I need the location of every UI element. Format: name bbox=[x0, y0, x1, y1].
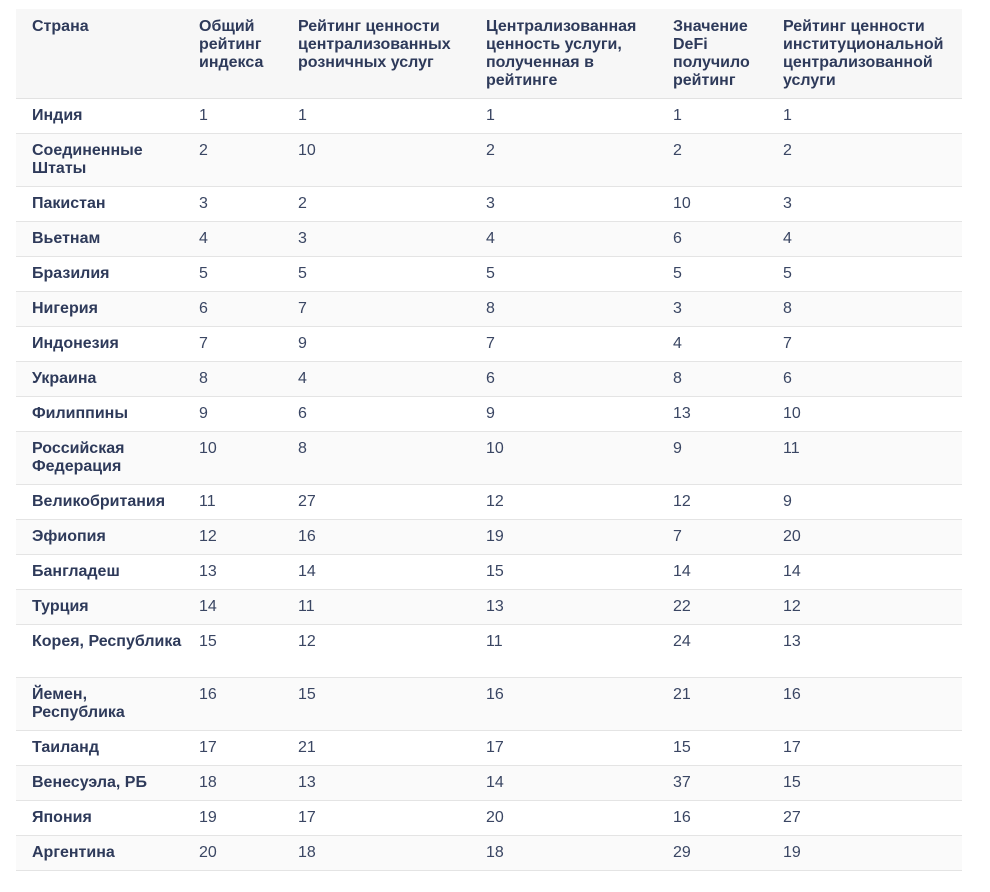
column-header-defi-rank: Значение DeFi получило рейтинг bbox=[657, 9, 767, 98]
cell-institutional-cex-rank: 3 bbox=[767, 186, 962, 221]
cell-defi-rank: 24 bbox=[657, 624, 767, 677]
cell-defi-rank: 22 bbox=[657, 589, 767, 624]
cell-defi-rank: 37 bbox=[657, 765, 767, 800]
cell-retail-cex-rank: 5 bbox=[282, 256, 470, 291]
cell-retail-cex-rank: 3 bbox=[282, 221, 470, 256]
table-row bbox=[16, 361, 962, 396]
cell-overall-rank: 9 bbox=[183, 396, 282, 431]
cell-cex-value-rank: 6 bbox=[470, 361, 657, 396]
cell-retail-cex-rank: 17 bbox=[282, 800, 470, 835]
cell-defi-rank: 5 bbox=[657, 256, 767, 291]
cell-institutional-cex-rank: 14 bbox=[767, 554, 962, 589]
cell-cex-value-rank: 4 bbox=[470, 221, 657, 256]
cell-retail-cex-rank: 16 bbox=[282, 519, 470, 554]
cell-institutional-cex-rank: 20 bbox=[767, 519, 962, 554]
cell-defi-rank: 10 bbox=[657, 186, 767, 221]
cell-country: Йемен, Республика bbox=[16, 677, 183, 730]
cell-retail-cex-rank: 8 bbox=[282, 431, 470, 484]
cell-retail-cex-rank: 18 bbox=[282, 835, 470, 870]
cell-retail-cex-rank: 7 bbox=[282, 291, 470, 326]
cell-overall-rank: 7 bbox=[183, 326, 282, 361]
cell-cex-value-rank: 14 bbox=[470, 765, 657, 800]
cell-institutional-cex-rank: 2 bbox=[767, 133, 962, 186]
cell-defi-rank: 13 bbox=[657, 396, 767, 431]
cell-country: Пакистан bbox=[16, 186, 183, 221]
cell-institutional-cex-rank: 10 bbox=[767, 396, 962, 431]
cell-overall-rank: 6 bbox=[183, 291, 282, 326]
cell-defi-rank: 21 bbox=[657, 677, 767, 730]
cell-cex-value-rank: 3 bbox=[470, 186, 657, 221]
table-row bbox=[16, 730, 962, 765]
table-row bbox=[16, 624, 962, 677]
cell-defi-rank: 16 bbox=[657, 800, 767, 835]
cell-institutional-cex-rank: 4 bbox=[767, 221, 962, 256]
cell-overall-rank: 18 bbox=[183, 765, 282, 800]
table-row bbox=[16, 98, 962, 133]
cell-retail-cex-rank: 2 bbox=[282, 186, 470, 221]
cell-country: Российская Федерация bbox=[16, 431, 183, 484]
cell-overall-rank: 16 bbox=[183, 677, 282, 730]
cell-cex-value-rank: 5 bbox=[470, 256, 657, 291]
cell-country: Аргентина bbox=[16, 835, 183, 870]
cell-overall-rank: 17 bbox=[183, 730, 282, 765]
cell-defi-rank: 8 bbox=[657, 361, 767, 396]
cell-retail-cex-rank: 14 bbox=[282, 554, 470, 589]
cell-overall-rank: 3 bbox=[183, 186, 282, 221]
cell-institutional-cex-rank: 7 bbox=[767, 326, 962, 361]
cell-cex-value-rank: 17 bbox=[470, 730, 657, 765]
header-row bbox=[16, 9, 962, 98]
cell-cex-value-rank: 11 bbox=[470, 624, 657, 677]
cell-institutional-cex-rank: 15 bbox=[767, 765, 962, 800]
cell-overall-rank: 11 bbox=[183, 484, 282, 519]
cell-overall-rank: 1 bbox=[183, 98, 282, 133]
cell-defi-rank: 2 bbox=[657, 133, 767, 186]
cell-cex-value-rank: 12 bbox=[470, 484, 657, 519]
cell-country: Эфиопия bbox=[16, 519, 183, 554]
cell-overall-rank: 20 bbox=[183, 835, 282, 870]
cell-overall-rank: 5 bbox=[183, 256, 282, 291]
cell-institutional-cex-rank: 6 bbox=[767, 361, 962, 396]
table-row bbox=[16, 431, 962, 484]
table-header bbox=[16, 9, 962, 98]
cell-defi-rank: 12 bbox=[657, 484, 767, 519]
column-header-overall-rank: Общий рейтинг индекса bbox=[183, 9, 282, 98]
cell-cex-value-rank: 13 bbox=[470, 589, 657, 624]
cell-overall-rank: 4 bbox=[183, 221, 282, 256]
cell-institutional-cex-rank: 17 bbox=[767, 730, 962, 765]
cell-institutional-cex-rank: 9 bbox=[767, 484, 962, 519]
cell-institutional-cex-rank: 8 bbox=[767, 291, 962, 326]
table-row bbox=[16, 396, 962, 431]
cell-country: Индия bbox=[16, 98, 183, 133]
cell-country: Бангладеш bbox=[16, 554, 183, 589]
cell-overall-rank: 15 bbox=[183, 624, 282, 677]
cell-cex-value-rank: 20 bbox=[470, 800, 657, 835]
cell-defi-rank: 3 bbox=[657, 291, 767, 326]
cell-overall-rank: 8 bbox=[183, 361, 282, 396]
cell-cex-value-rank: 1 bbox=[470, 98, 657, 133]
cell-cex-value-rank: 10 bbox=[470, 431, 657, 484]
cell-overall-rank: 10 bbox=[183, 431, 282, 484]
cell-institutional-cex-rank: 5 bbox=[767, 256, 962, 291]
column-header-institutional-cex-rank: Рейтинг ценности институциональной централизованной услуги bbox=[767, 9, 962, 98]
column-header-country: Страна bbox=[16, 9, 183, 98]
cell-country: Корея, Республика bbox=[16, 624, 183, 677]
cell-institutional-cex-rank: 12 bbox=[767, 589, 962, 624]
cell-cex-value-rank: 2 bbox=[470, 133, 657, 186]
cell-institutional-cex-rank: 11 bbox=[767, 431, 962, 484]
cell-defi-rank: 1 bbox=[657, 98, 767, 133]
column-header-cex-value-rank: Централизованная ценность услуги, полученная в рейтинге bbox=[470, 9, 657, 98]
ranking-table-container bbox=[16, 9, 962, 871]
cell-country: Таиланд bbox=[16, 730, 183, 765]
cell-country: Украина bbox=[16, 361, 183, 396]
cell-cex-value-rank: 9 bbox=[470, 396, 657, 431]
table-row bbox=[16, 484, 962, 519]
table-row bbox=[16, 133, 962, 186]
cell-cex-value-rank: 15 bbox=[470, 554, 657, 589]
table-row bbox=[16, 186, 962, 221]
cell-retail-cex-rank: 10 bbox=[282, 133, 470, 186]
cell-country: Соединенные Штаты bbox=[16, 133, 183, 186]
cell-defi-rank: 6 bbox=[657, 221, 767, 256]
cell-retail-cex-rank: 1 bbox=[282, 98, 470, 133]
table-row bbox=[16, 554, 962, 589]
table-row bbox=[16, 519, 962, 554]
table-row bbox=[16, 221, 962, 256]
table-row bbox=[16, 291, 962, 326]
cell-defi-rank: 29 bbox=[657, 835, 767, 870]
cell-country: Вьетнам bbox=[16, 221, 183, 256]
cell-defi-rank: 15 bbox=[657, 730, 767, 765]
cell-retail-cex-rank: 12 bbox=[282, 624, 470, 677]
column-header-retail-cex-rank: Рейтинг ценности централизованных розничных услуг bbox=[282, 9, 470, 98]
table-body bbox=[16, 98, 962, 870]
table-row bbox=[16, 326, 962, 361]
table-row bbox=[16, 835, 962, 870]
cell-defi-rank: 9 bbox=[657, 431, 767, 484]
cell-retail-cex-rank: 27 bbox=[282, 484, 470, 519]
cell-defi-rank: 7 bbox=[657, 519, 767, 554]
cell-retail-cex-rank: 4 bbox=[282, 361, 470, 396]
cell-country: Бразилия bbox=[16, 256, 183, 291]
cell-country: Япония bbox=[16, 800, 183, 835]
cell-country: Нигерия bbox=[16, 291, 183, 326]
cell-defi-rank: 14 bbox=[657, 554, 767, 589]
country-ranking-table bbox=[16, 9, 962, 871]
cell-institutional-cex-rank: 13 bbox=[767, 624, 962, 677]
table-row bbox=[16, 800, 962, 835]
cell-country: Филиппины bbox=[16, 396, 183, 431]
cell-retail-cex-rank: 11 bbox=[282, 589, 470, 624]
cell-institutional-cex-rank: 1 bbox=[767, 98, 962, 133]
table-row bbox=[16, 589, 962, 624]
cell-country: Венесуэла, РБ bbox=[16, 765, 183, 800]
cell-country: Индонезия bbox=[16, 326, 183, 361]
cell-cex-value-rank: 8 bbox=[470, 291, 657, 326]
cell-defi-rank: 4 bbox=[657, 326, 767, 361]
cell-retail-cex-rank: 6 bbox=[282, 396, 470, 431]
cell-overall-rank: 14 bbox=[183, 589, 282, 624]
cell-retail-cex-rank: 13 bbox=[282, 765, 470, 800]
cell-overall-rank: 12 bbox=[183, 519, 282, 554]
cell-country: Турция bbox=[16, 589, 183, 624]
table-row bbox=[16, 765, 962, 800]
cell-institutional-cex-rank: 19 bbox=[767, 835, 962, 870]
table-row bbox=[16, 677, 962, 730]
table-row bbox=[16, 256, 962, 291]
cell-cex-value-rank: 7 bbox=[470, 326, 657, 361]
cell-institutional-cex-rank: 27 bbox=[767, 800, 962, 835]
cell-retail-cex-rank: 21 bbox=[282, 730, 470, 765]
cell-overall-rank: 19 bbox=[183, 800, 282, 835]
cell-cex-value-rank: 18 bbox=[470, 835, 657, 870]
cell-country: Великобритания bbox=[16, 484, 183, 519]
cell-retail-cex-rank: 15 bbox=[282, 677, 470, 730]
cell-institutional-cex-rank: 16 bbox=[767, 677, 962, 730]
cell-overall-rank: 13 bbox=[183, 554, 282, 589]
cell-cex-value-rank: 19 bbox=[470, 519, 657, 554]
cell-cex-value-rank: 16 bbox=[470, 677, 657, 730]
cell-retail-cex-rank: 9 bbox=[282, 326, 470, 361]
cell-overall-rank: 2 bbox=[183, 133, 282, 186]
